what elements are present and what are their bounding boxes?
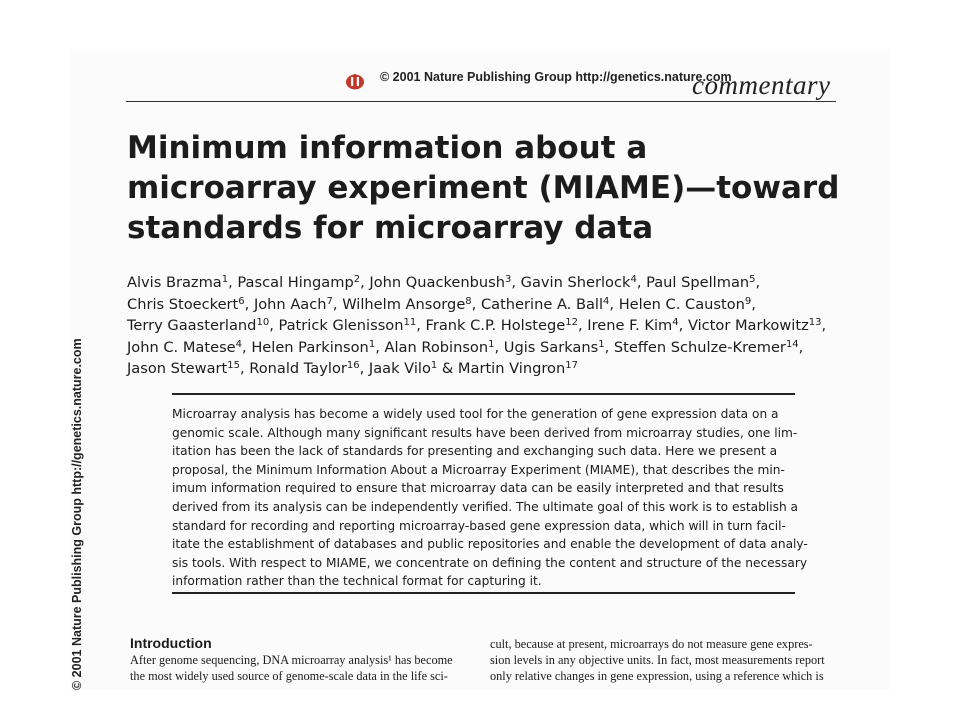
header-copyright: © 2001 Nature Publishing Group http://genetics.nature.com	[380, 70, 732, 84]
author-name	[127, 360, 249, 377]
author-name	[342, 296, 481, 313]
author-affiliation: 1	[598, 338, 605, 350]
author-name	[619, 296, 756, 313]
author-affiliation: 17	[565, 360, 578, 371]
author-name-text: Irene F. Kim	[587, 317, 673, 334]
author-affiliation: 12	[565, 317, 578, 328]
author-separator: ,	[636, 274, 647, 291]
author-separator: ,	[471, 295, 481, 313]
author-name-text: Ugis Sarkans	[503, 338, 599, 356]
author-affiliation: 1	[430, 360, 438, 371]
side-copyright-credit: © 2001 Nature Publishing Group http://genetics.nature.com	[70, 338, 84, 690]
author-separator: ,	[609, 295, 619, 313]
author-name-text: Steffen Schulze-Kremer	[613, 338, 786, 356]
abstract	[172, 405, 808, 591]
author-name	[504, 339, 614, 356]
body-column-left	[130, 652, 490, 684]
author-affiliation: 15	[227, 360, 240, 371]
author-name	[278, 317, 425, 334]
body-column-right	[490, 636, 850, 684]
author-affiliation: 1	[488, 338, 495, 350]
abstract-line: genomic scale. Although many significant results have been derived from microarray studies, one lim-	[172, 425, 798, 440]
abstract-line: imum information required to ensure that microarray data can be easily interpreted and that results	[172, 481, 784, 496]
body-text-line: cult, because at present, microarrays do not measure gene expres-	[490, 637, 813, 651]
abstract-bottom-rule	[172, 592, 795, 594]
author-name-text: Helen Parkinson	[251, 338, 369, 356]
author-name-text: Wilhelm Ansorge	[342, 295, 466, 313]
header-rule	[126, 101, 836, 102]
author-separator: ,	[416, 317, 426, 334]
author-affiliation: 3	[505, 274, 512, 285]
npg-logo-icon	[345, 72, 365, 90]
abstract-line: standard for recording and reporting microarray-based gene expression data, which will in turn facil-	[172, 518, 786, 533]
abstract-line: proposal, the Minimum Information About a Microarray Experiment (MIAME), that describes the min-	[172, 462, 785, 477]
section-label: commentary	[692, 70, 831, 100]
abstract-line: itation has been the lack of standards for presenting and exchanging such data. Here we present a	[172, 444, 778, 459]
article-title: Minimum information about a microarray experiment (MIAME)—toward standards for microarray data	[127, 130, 840, 246]
author-name-text: Alvis Brazma	[127, 274, 222, 291]
author-name-text: Frank C.P. Holstege	[425, 317, 566, 334]
author-separator: ,	[269, 317, 279, 334]
author-name-text: Jason Stewart	[127, 360, 228, 377]
body-text-line: After genome sequencing, DNA microarray analysis¹ has become	[130, 653, 453, 667]
author-separator: ,	[359, 360, 369, 377]
author-separator: ,	[244, 295, 254, 313]
author-separator: ,	[755, 274, 761, 291]
abstract-line: sis tools. With respect to MIAME, we concentrate on defining the content and structure of the necessary	[172, 555, 808, 570]
author-name	[249, 360, 369, 377]
author-name	[127, 296, 254, 313]
author-affiliation: 4	[235, 338, 243, 350]
author-affiliation: 16	[346, 360, 360, 371]
author-separator: ,	[604, 338, 614, 356]
abstract-line: derived from its analysis can be independently verified. The ultimate goal of this work is to establish a	[172, 499, 799, 514]
body-text-line: only relative changes in gene expression, using a reference which is	[490, 669, 824, 683]
author-separator: ,	[798, 338, 804, 356]
author-name	[369, 274, 520, 291]
author-affiliation: 4	[672, 317, 679, 328]
author-name	[426, 317, 588, 334]
author-affiliation: 6	[238, 295, 245, 307]
author-affiliation: 1	[221, 274, 229, 285]
author-name	[127, 339, 251, 356]
author-name-text: Terry Gaasterland	[127, 317, 257, 334]
author-name	[646, 274, 760, 291]
author-name	[127, 274, 237, 291]
author-name	[688, 317, 826, 334]
author-affiliation: 1	[368, 338, 376, 350]
author-separator: ,	[332, 295, 343, 313]
author-affiliation: 8	[465, 295, 472, 307]
author-name-text: Ronald Taylor	[249, 360, 347, 377]
author-separator: ,	[751, 295, 756, 313]
author-name-text: Martin Vingron	[457, 360, 566, 377]
author-name	[251, 339, 384, 356]
author-name-text: John Aach	[253, 295, 327, 313]
author-separator: ,	[821, 317, 827, 334]
body-text-line: sion levels in any objective units. In fact, most measurements report	[490, 653, 825, 667]
author-name	[369, 360, 458, 377]
abstract-line: Microarray analysis has become a widely used tool for the generation of gene expression data on a	[172, 407, 779, 421]
author-name	[384, 339, 503, 356]
author-name-text: John C. Matese	[127, 338, 236, 356]
author-affiliation: 2	[353, 274, 361, 285]
abstract-top-rule	[172, 393, 795, 395]
author-affiliation: 11	[403, 317, 417, 328]
author-separator: &	[437, 360, 458, 377]
author-name	[614, 339, 803, 356]
author-name	[481, 296, 619, 313]
author-name	[237, 274, 369, 291]
author-name	[127, 317, 278, 334]
author-name	[587, 317, 688, 334]
author-affiliation: 9	[744, 295, 752, 307]
author-affiliation: 13	[808, 317, 822, 328]
author-affiliation: 4	[603, 295, 610, 307]
introduction-heading: Introduction	[130, 635, 212, 651]
author-separator: ,	[239, 360, 250, 377]
author-name	[254, 296, 342, 313]
author-affiliation: 14	[785, 338, 799, 350]
author-name-text: Chris Stoeckert	[127, 295, 239, 313]
author-separator: ,	[511, 274, 521, 291]
author-name-text: Pascal Hingamp	[237, 274, 354, 291]
author-name-text: Patrick Glenisson	[278, 317, 404, 334]
abstract-line: information rather than the technical format for capturing it.	[172, 574, 542, 589]
author-name-text: John Quackenbush	[369, 274, 505, 291]
author-name-text: Catherine A. Ball	[480, 295, 604, 313]
abstract-line: itate the establishment of databases and public repositories and enable the development of data analy-	[172, 537, 808, 552]
author-name-text: Jaak Vilo	[368, 360, 431, 377]
author-separator: ,	[242, 338, 252, 356]
author-separator: ,	[578, 317, 588, 334]
author-name-text: Alan Robinson	[384, 338, 489, 356]
author-affiliation: 7	[326, 295, 333, 307]
author-affiliation: 4	[630, 274, 637, 285]
author-separator: ,	[494, 338, 504, 356]
author-name	[458, 360, 578, 377]
author-affiliation: 5	[749, 274, 756, 285]
author-separator: ,	[375, 338, 385, 356]
author-name-text: Helen C. Causton	[618, 295, 745, 313]
author-affiliation: 10	[256, 317, 270, 328]
author-name	[521, 274, 646, 291]
body-text-line: the most widely used source of genome-scale data in the life sci-	[130, 669, 448, 683]
author-name-text: Paul Spellman	[646, 274, 750, 291]
author-separator: ,	[228, 274, 238, 291]
page-cutoff	[120, 684, 850, 690]
author-list	[127, 272, 837, 380]
author-separator: ,	[360, 274, 370, 291]
author-name-text: Victor Markowitz	[687, 317, 809, 334]
author-separator: ,	[678, 317, 688, 334]
author-name-text: Gavin Sherlock	[520, 274, 631, 291]
